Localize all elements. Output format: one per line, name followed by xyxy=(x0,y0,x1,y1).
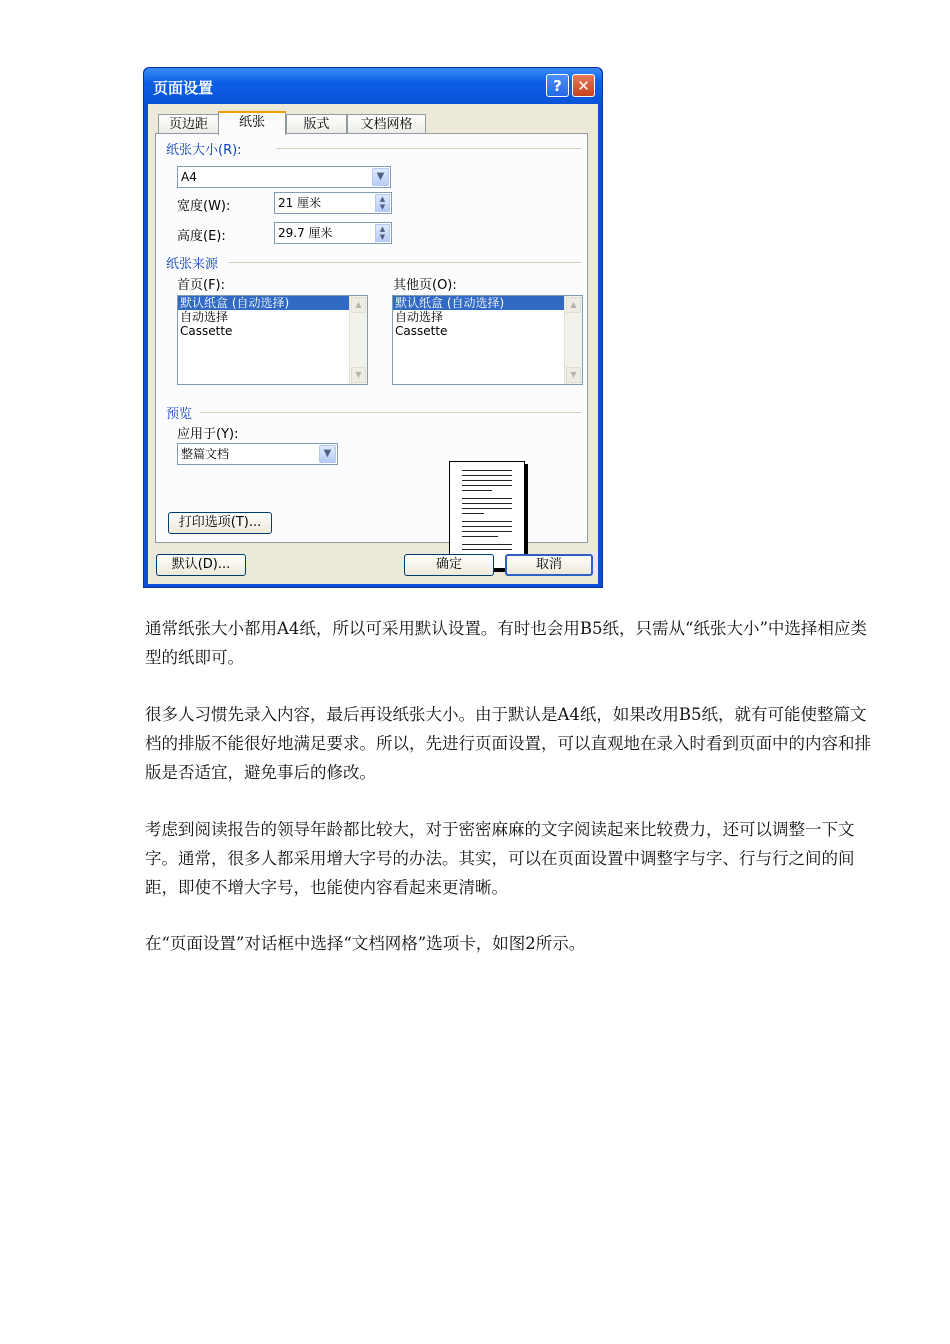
body-paragraph: 很多人习惯先录入内容，最后再设纸张大小。由于默认是A4纸，如果改用B5纸，就有可能使整篇文档的排版不能很好地满足要求。所以，先进行页面设置，可以直观地在录入时看到页面中的内容和排版是否适宜，避免事后的修改。 xyxy=(145,705,871,782)
tab-document-grid[interactable]: 文档网格 xyxy=(347,114,426,134)
height-value: 29.7 厘米 xyxy=(278,226,333,240)
help-icon[interactable]: ? xyxy=(546,74,569,97)
preview-line xyxy=(462,508,512,509)
scroll-up-icon[interactable]: ▲ xyxy=(351,297,366,313)
scrollbar[interactable] xyxy=(564,296,582,384)
other-pages-label: 其他页(O): xyxy=(393,278,457,293)
group-divider xyxy=(228,262,581,263)
page-preview-thumbnail xyxy=(449,461,525,569)
group-divider xyxy=(200,412,581,413)
list-item[interactable]: 自动选择 xyxy=(395,310,444,324)
paper-size-group-label: 纸张大小(R): xyxy=(166,143,242,158)
spinner-arrows-icon[interactable]: ▲ ▼ xyxy=(375,194,390,212)
paper-size-value: A4 xyxy=(181,170,197,184)
apply-to-value: 整篇文档 xyxy=(181,447,230,461)
preview-line xyxy=(462,549,512,550)
scroll-down-icon[interactable]: ▼ xyxy=(351,367,366,383)
width-value: 21 厘米 xyxy=(278,196,322,210)
ok-button[interactable]: 确定 xyxy=(404,554,494,576)
body-paragraph: 通常纸张大小都用A4纸，所以可采用默认设置。有时也会用B5纸，只需从“纸张大小”中选择相应类型的纸即可。 xyxy=(145,619,867,667)
tab-layout[interactable]: 版式 xyxy=(286,114,347,134)
tab-margins[interactable]: 页边距 xyxy=(158,114,219,134)
width-spinner[interactable] xyxy=(274,192,392,214)
paper-size-select[interactable] xyxy=(177,166,391,188)
preview-line xyxy=(462,480,512,481)
list-item[interactable]: Cassette xyxy=(180,324,233,338)
spinner-arrows-icon[interactable]: ▲ ▼ xyxy=(375,224,390,242)
other-pages-listbox[interactable] xyxy=(392,295,583,385)
scroll-up-icon[interactable]: ▲ xyxy=(566,297,581,313)
preview-line xyxy=(462,513,484,514)
page-setup-dialog xyxy=(143,67,603,588)
preview-line xyxy=(462,521,512,522)
list-item[interactable]: 默认纸盒 (自动选择) xyxy=(178,296,349,310)
width-label: 宽度(W): xyxy=(177,199,231,214)
preview-line xyxy=(462,475,512,476)
preview-line xyxy=(462,498,512,499)
preview-line xyxy=(462,526,512,527)
preview-line xyxy=(462,470,512,471)
preview-line xyxy=(462,531,512,532)
apply-to-select[interactable] xyxy=(177,443,338,465)
scrollbar[interactable] xyxy=(349,296,367,384)
paper-source-group-label: 纸张来源 xyxy=(166,257,219,272)
dialog-title: 页面设置 xyxy=(153,79,214,97)
chevron-down-icon[interactable]: ▼ xyxy=(372,168,389,186)
body-paragraph: 在“页面设置”对话框中选择“文档网格”选项卡，如图2所示。 xyxy=(145,934,586,953)
height-spinner[interactable] xyxy=(274,222,392,244)
close-icon[interactable]: ✕ xyxy=(572,74,595,97)
height-label: 高度(E): xyxy=(177,229,226,244)
default-button[interactable]: 默认(D)... xyxy=(156,554,246,576)
preview-line xyxy=(462,544,512,545)
list-item[interactable]: 默认纸盒 (自动选择) xyxy=(393,296,564,310)
chevron-down-icon[interactable]: ▼ xyxy=(319,445,336,463)
preview-group-label: 预览 xyxy=(166,407,193,422)
first-page-listbox[interactable] xyxy=(177,295,368,385)
list-item[interactable]: 自动选择 xyxy=(180,310,229,324)
preview-line xyxy=(462,536,498,537)
preview-line xyxy=(462,485,512,486)
dialog-client xyxy=(148,104,598,584)
preview-line xyxy=(462,490,492,491)
body-paragraph: 考虑到阅读报告的领导年龄都比较大，对于密密麻麻的文字阅读起来比较费力，还可以调整一下文字。通常，很多人都采用增大字号的办法。其实，可以在页面设置中调整字与字、行与行之间的间距，即使不增大字号，也能使内容看起来更清晰。 xyxy=(145,820,855,897)
print-options-button[interactable]: 打印选项(T)... xyxy=(168,512,272,534)
tab-paper[interactable]: 纸张 xyxy=(218,111,286,135)
preview-line xyxy=(462,503,512,504)
group-divider xyxy=(276,148,581,149)
list-item[interactable]: Cassette xyxy=(395,324,448,338)
scroll-down-icon[interactable]: ▼ xyxy=(566,367,581,383)
first-page-label: 首页(F): xyxy=(177,278,226,293)
apply-to-label: 应用于(Y): xyxy=(177,427,239,442)
cancel-button[interactable]: 取消 xyxy=(505,554,593,576)
dialog-titlebar[interactable] xyxy=(144,68,602,104)
